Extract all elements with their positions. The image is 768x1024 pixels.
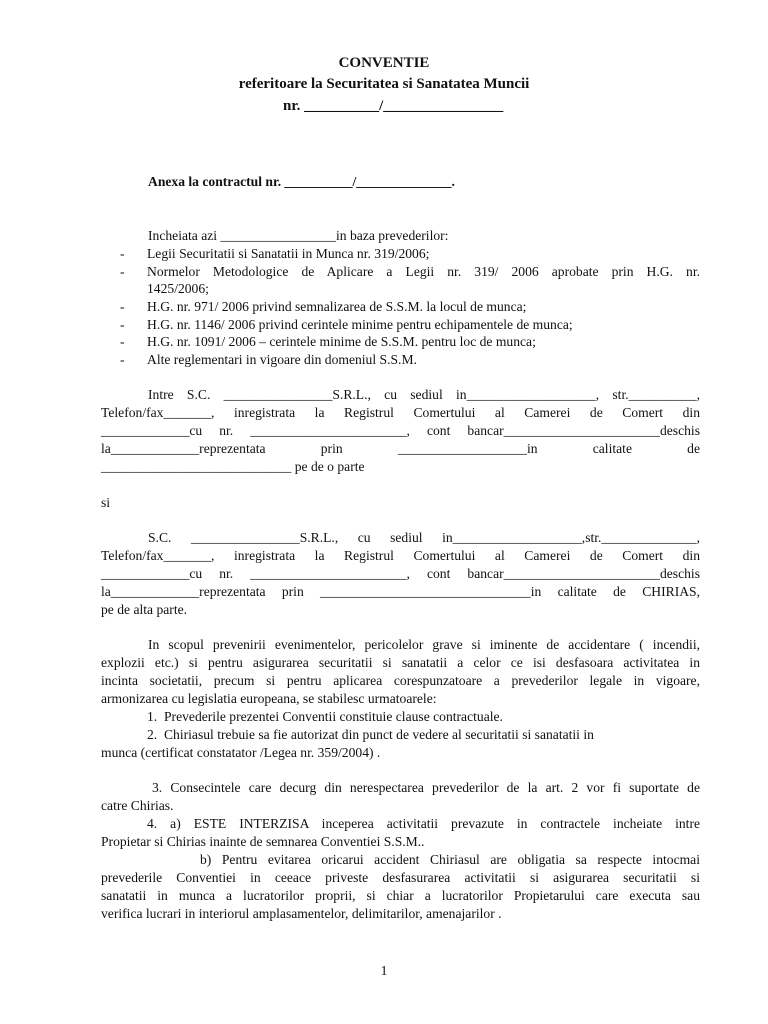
article-3: 3. Consecintele care decurg din nerespectarea prevederilor de la art. 2 vor fi suportate de [152, 780, 700, 795]
article-3-continuation: catre Chirias. [101, 798, 174, 813]
purpose-line: incinta societatii, precum si pentru aplicarea corespunzatoare a prevederilor legale in vigoare, [101, 673, 700, 688]
document-page: CONVENTIE referitoare la Securitatea si Sanatatea Muncii nr. __________/________________ Anexa la contractul nr. __________/______________. Incheiata azi _________________in baza prevederilor: - Legii Securitatii si Sanatatii in Munca nr. 319/2006; - Normelor Metodologice de Aplicare a Legii nr. 319/ 2006 aprobate prin H.G. nr. 1425/2006; - H.G. nr. 971/ 2006 privind semnalizarea de S.S.M. la locul de munca; - H.G. nr. 1146/ 2006 privind cerintele minime pentru echipamentele de munca; - H.G. nr. 1091/ 2006 – cerintele minime de S.S.M. pentru loc de munca; - Alte reglementari in vigoare din domeniul S.S.M. Intre S.C. ________________S.R.L., cu sediul in___________________, str.__________, Telefon/fax_______, inregistrata la Registrul Comertului al Camerei de Comert din _____________cu nr. _______________________, cont bancar_______________________deschis la_____________reprezentata prin ___________________in calitate de ____________________________ pe de o parte si S.C. ________________S.R.L., cu sediul in___________________,str.______________, Telefon/fax_______, inregistrata la Registrul Comertului al Camerei de Comert din _____________cu nr. _______________________, cont bancar_______________________deschis la_____________reprezentata prin _______________________________in calitate de CHIRIAS, pe de alta parte. In scopul prevenirii evenimentelor, pericolelor grave si iminente de accidentare ( incendii, explozii etc.) si pentru asigurarea securitatii si sanatatii a celor ce isi desfasoara activitatea in incinta societatii, precum si pentru aplicarea corespunzatoare a prevederilor legale in vigoare, armonizarea cu legislatia europeana, se stabilesc urmatoarele: 1. Prevederile prezentei Conventii constituie clause contractuale. 2. Chiriasul trebuie sa fie autorizat din punct de vedere al securitatii si sanatatii in munca (certificat constatator /Legea nr. 359/2004) . 3. Consecintele care decurg din nerespectarea prevederilor de la art. 2 vor fi suportate de catre Chirias. 4. a) ESTE INTERZISA inceperea activitatii prevazute in contractele incheiate intre Propietar si Chirias inainte de semnarea Conventiei S.S.M.. b) Pentru evitarea oricarui accident Chiriasul are obligatia sa respecte intocmai prevederile Conventiei in ceeace priveste desfasurarea activitatii si asigurarea securitatii si sanatatii in munca a lucratorilor proprii, si chiar a lucratorilor Propietarului care executa sau verifica lucrari in interiorul amplasamentelor, delimitarilor, amenajarilor . 1 [0, 0, 768, 1024]
party2-line: S.C. ________________S.R.L., cu sediul in___________________,str.______________, [148, 530, 700, 545]
party2-line: Telefon/fax_______, inregistrata la Registrul Comertului al Camerei de Comert din [101, 548, 700, 563]
party1-line: Intre S.C. ________________S.R.L., cu sediul in___________________, str.__________, [148, 387, 700, 402]
article-4b-line: sanatatii in munca a lucratorilor proprii, si chiar a lucratorilor Propietarului care executa sau [101, 888, 700, 903]
document-number: nr. __________/________________ [283, 98, 504, 114]
page-number: 1 [380, 963, 388, 978]
article-4b-line: prevederile Conventiei in ceeace priveste desfasurarea activitatii si asigurarea securitatii si [101, 870, 700, 885]
intro-line: Incheiata azi _________________in baza prevederilor: [148, 228, 449, 243]
conjunction: si [101, 495, 111, 510]
purpose-line: armonizarea cu legislatia europeana, se stabilesc urmatoarele: [101, 691, 437, 706]
party1-line: la_____________reprezentata prin ___________________in calitate de [101, 441, 700, 456]
party1-line: _____________cu nr. _______________________, cont bancar_______________________deschis [101, 423, 700, 438]
purpose-line: explozii etc.) si pentru asigurarea securitatii si sanatatii a celor ce isi desfasoara activitatea in [101, 655, 700, 670]
article-2-continuation: munca (certificat constatator /Legea nr. 359/2004) . [101, 745, 381, 760]
party1-line: Telefon/fax_______, inregistrata la Registrul Comertului al Camerei de Comert din [101, 405, 700, 420]
purpose-line: In scopul prevenirii evenimentelor, pericolelor grave si iminente de accidentare ( incendii, [148, 637, 700, 652]
document-title: CONVENTIE [338, 55, 430, 71]
article-4a: 4. a) ESTE INTERZISA inceperea activitatii prevazute in contractele incheiate intre [147, 816, 700, 831]
document-subtitle: referitoare la Securitatea si Sanatatea Muncii [238, 76, 530, 92]
article-1: 1. Prevederile prezentei Conventii constituie clause contractuale. [147, 709, 503, 724]
article-4b-line: verifica lucrari in interiorul amplasamentelor, delimitarilor, amenajarilor . [101, 906, 502, 921]
article-4a-continuation: Propietar si Chirias inainte de semnarea Conventiei S.S.M.. [101, 834, 425, 849]
party2-line: la_____________reprezentata prin _______________________________in calitate de CHIRIAS, [101, 584, 700, 599]
article-2: 2. Chiriasul trebuie sa fie autorizat din punct de vedere al securitatii si sanatatii in [147, 727, 594, 742]
annex-line: Anexa la contractul nr. __________/______________. [148, 174, 455, 189]
party2-line: pe de alta parte. [101, 602, 188, 617]
list-item-continuation: 1425/2006; [147, 281, 209, 296]
article-4b: b) Pentru evitarea oricarui accident Chiriasul are obligatia sa respecte intocmai [200, 852, 700, 867]
party2-line: _____________cu nr. _______________________, cont bancar_______________________deschis [101, 566, 700, 581]
party1-line: ____________________________ pe de o parte [101, 459, 365, 474]
